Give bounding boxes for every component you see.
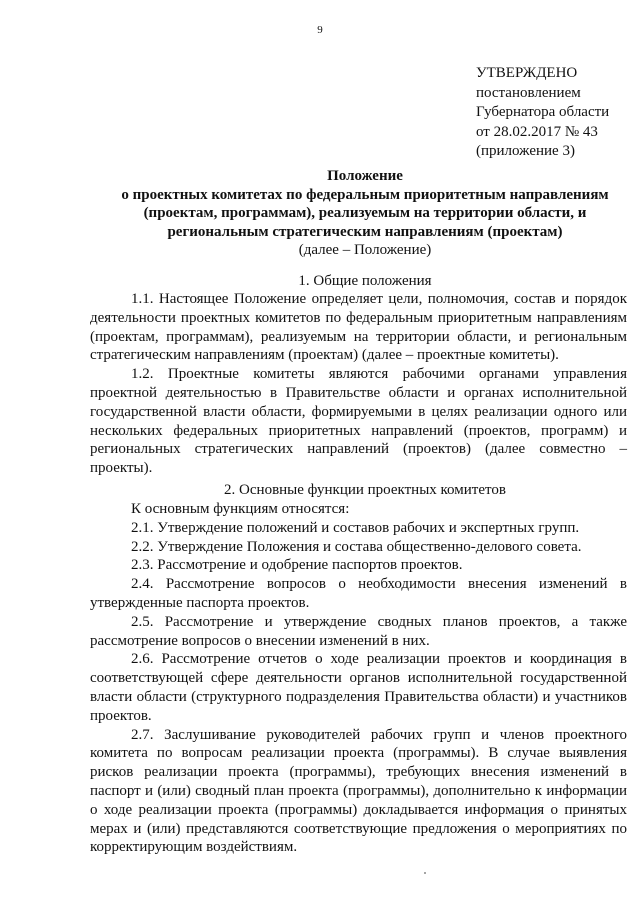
section-body [90,500,627,857]
approval-line: УТВЕРЖДЕНО [476,65,578,81]
paragraph: 2.1. Утверждение положений и составов рабочих и экспертных групп. [131,519,580,536]
section-heading: 2. Основные функции проектных комитетов [224,482,506,498]
title-line: (проектам, программам), реализуемым на территории области, и [143,205,587,222]
paragraph: 2.4. Рассмотрение вопросов о необходимости внесения изменений в утвержденные паспорта проектов. [90,576,627,611]
approval-line: постановлением [476,84,581,101]
paragraph: 1.1. Настоящее Положение определяет цели, полномочия, состав и порядок деятельности проектных комитетов по федеральным приоритетным направлениям (проектам, программам), реализуемым на территории области, и региональным стратегическим направлениям (проектам) (далее – проектные комитеты). [90,291,627,364]
paragraph: 2.6. Рассмотрение отчетов о ходе реализации проектов и координация в соответствующей сфере деятельности органов исполнительной государственной власти области (структурного подразделения Правительства области) и участников проектов. [90,651,627,724]
section-body [90,290,627,478]
paragraph: 2.3. Рассмотрение и одобрение паспортов проектов. [131,557,463,574]
paragraph: 2.2. Утверждение Положения и состава общественно-делового совета. [131,538,582,555]
paragraph: К основным функциям относятся: [131,501,350,517]
title-line: региональным стратегическим направлениям (проектам) [167,223,563,240]
paragraph: 2.7. Заслушивание руководителей рабочих групп и членов проектного комитета по вопросам реализации проекта (программы). В случае выявления рисков реализации проекта (программы), требующих внесения изменений в паспорт и (или) сводный план проекта (программы), дополнительно к информации о ходе реализации проекта (программы) докладывается информация о принятых мерах и (или) представляются соответствующие предложения о мероприятиях по корректирующим воздействиям. [90,726,627,856]
approval-line: от 28.02.2017 № 43 [476,123,598,140]
page-number: 9 [317,24,323,36]
approval-stamp [476,64,609,162]
document-title [90,167,640,260]
approval-line: Губернатора области [476,104,610,120]
scan-speck [424,872,426,874]
section-heading: 1. Общие положения [298,273,432,289]
approval-line: (приложение 3) [476,143,575,159]
paragraph: 1.2. Проектные комитеты являются рабочими органами управления проектной деятельностью в Правительстве области и органах исполнительной государственной власти области, формируемыми в целях реализации одного или нескольких федеральных приоритетных направлений (проектов, программ) и региональных стратегических направлений (проектов) (далее совместно – проекты). [90,366,627,477]
title-line: Положение [327,168,403,184]
paragraph: 2.5. Рассмотрение и утверждение сводных планов проектов, а также рассмотрение вопросов о внесении изменений в них. [90,613,627,649]
title-line: о проектных комитетах по федеральным приоритетным направлениям [121,186,609,203]
title-note: (далее – Положение) [298,242,432,259]
